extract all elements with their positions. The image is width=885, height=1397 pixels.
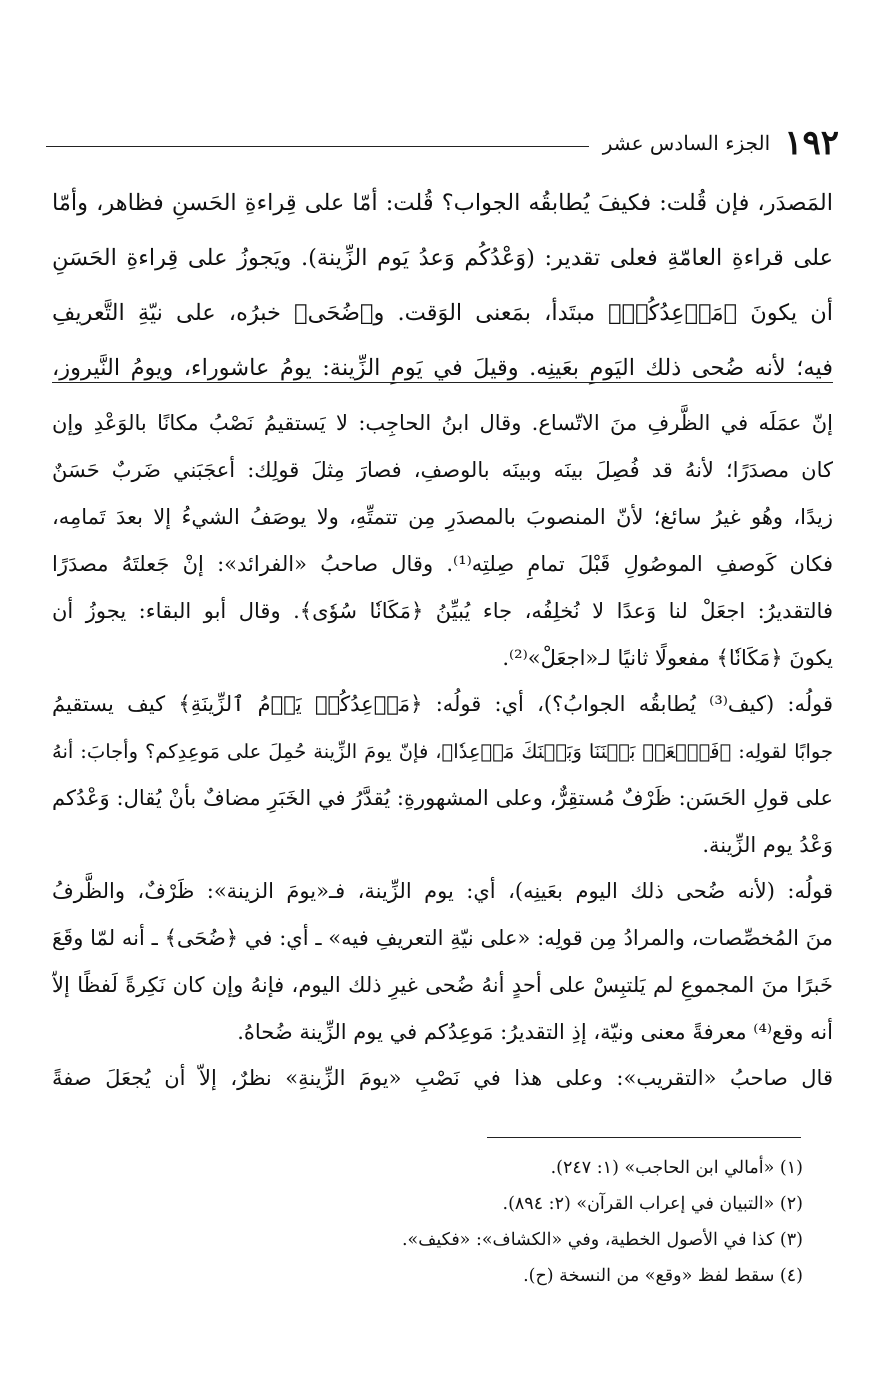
main-text-line: فيه؛ لأنه ضُحى ذلك اليَومِ بعَينِه. وقيلَ في يَومِ الزِّينة: يومُ عاشوراء، ويومُ النَّيروز،: [52, 355, 833, 381]
commentary-line: كان مصدَرًا؛ لأنهُ قد فُصِلَ بينَه وبينَه بالوصفِ، فصارَ مِثلَ قولِك: أعجَبَني ضَربٌ حَسَنٌ: [52, 458, 833, 482]
commentary-line: قولُه: (لأنه ضُحى ذلك اليوم بعَينِه)، أي: يوم الزِّينة، فـ«يومَ الزينة»: ظَرْفٌ، والظَّرفُ: [52, 879, 833, 903]
footnote: (١) «أمالي ابن الحاجب» (١: ٢٤٧).: [550, 1158, 803, 1178]
footnote: (٤) سقط لفظ «وقع» من النسخة (ح).: [523, 1266, 803, 1286]
text-separator-rule: [52, 382, 833, 383]
commentary-paragraph: [52, 400, 833, 682]
main-text-line: على قراءةِ العامّةِ فعلى تقدير: (وَعْدُكُم وَعدُ يَوم الزِّينة). ويَجوزُ على قِراءةِ الحَسَنِ: [52, 245, 833, 271]
commentary-line: خَبرًا منَ المجموعِ لم يَلتبِسْ على أحدٍ أنهُ ضُحى غيرِ ذلك اليوم، فإنهُ وإن كان نَكِرةً لَفظًا إلاّ: [52, 973, 833, 997]
footnote: (٣) كذا في الأصول الخطية، وفي «الكشاف»: «فكيف».: [401, 1230, 803, 1250]
page-number: ١٩٢: [784, 123, 839, 163]
commentary-line: أنه وقع⁽⁴⁾ معرفةً معنى ونيّة، إذِ التقديرُ: مَوعِدُكم في يوم الزِّينة ضُحاهُ.: [237, 1020, 833, 1044]
footnote-rule: [487, 1137, 801, 1138]
commentary-paragraph: [52, 1055, 833, 1102]
commentary-line: فكان كَوصفِ الموصُولِ قَبْلَ تمامِ صِلتِه⁽¹⁾. وقال صاحبُ «الفرائد»: إنْ جَعلتَهُ مصدَرًا: [52, 552, 833, 576]
page-header: [46, 118, 839, 168]
commentary-line: منَ المُخصِّصات، والمرادُ مِن قولِه: «على نيّةِ التعريفِ فيه» ـ أي: في ﴿ضُحَى﴾ ـ أنه لمّا وقَعَ: [52, 926, 833, 950]
commentary-line: زيدًا، وهُو غيرُ سائغ؛ لأنّ المنصوبَ بالمصدَرِ مِن تتمتِّهِ، ولا يوصَفُ الشيءُ إلا بعدَ تَمامِه،: [52, 505, 833, 529]
commentary-paragraph: [52, 681, 833, 869]
commentary-line: على قولِ الحَسَن: ظَرْفٌ مُستقِرٌّ، وعلى المشهورةِ: يُقدَّرُ في الخَبَرِ مضافٌ بأنْ يُقال: وَعْدُكم: [52, 786, 833, 810]
footnotes: [120, 1150, 803, 1294]
commentary-line: يكونَ ﴿مَكَانٗا﴾ مفعولًا ثانيًا لـ«اجعَلْ»⁽²⁾.: [502, 646, 833, 670]
main-text-line: المَصدَر، فإن قُلت: فكيفَ يُطابقُه الجواب؟ قُلت: أمّا على قِراءةِ الحَسنِ فظاهر، وأمّا: [52, 190, 833, 216]
commentary-paragraph: [52, 868, 833, 1056]
commentary-line: جوابًا لقولِه: ﴿فَٱجۡعَلۡ بَيۡنَنَا وَبَيۡنَكَ مَوۡعِدٗا﴾، فإنّ يومَ الزِّينة حُمِلَ على مَوعِدِكم؟ وأجابَ: أنهُ: [52, 740, 833, 763]
footnote: (٢) «التبيان في إعراب القرآن» (٢: ٨٩٤).: [502, 1194, 803, 1214]
commentary-line: فالتقديرُ: اجعَلْ لنا وَعدًا لا نُخلِفُه، جاء يُبيِّنُ ﴿مَكَانٗا سُوٗى﴾. وقال أبو البقاء: يجوزُ أن: [52, 599, 833, 623]
commentary-line: قال صاحبُ «التقريب»: وعلى هذا في نَصْبِ «يومَ الزِّينةِ» نظرٌ، إلاّ أن يُجعَلَ صفةً: [52, 1066, 833, 1090]
commentary-line: وَعْدُ يوم الزِّينة.: [702, 833, 833, 857]
commentary-line: قولُه: (كيف⁽³⁾ يُطابقُه الجوابُ؟)، أي: قولُه: ﴿مَوۡعِدُكُمۡ يَوۡمُ ٱلزِّينَةِ﴾ كيف يستقيمُ: [52, 692, 833, 716]
main-text-line: أن يكونَ ﴿مَوۡعِدُكُمۡ﴾ مبتَدأ، بمَعنى الوَقت. و﴿ضُحَى﴾ خبرُه، على نيّةِ التَّعريفِ: [52, 300, 833, 326]
main-text: [52, 176, 833, 396]
header-rule: [46, 146, 589, 147]
commentary-line: إنّ عمَلَه في الظَّرفِ منَ الاتّساع. وقال ابنُ الحاجِب: لا يَستقيمُ نَصْبُ مكانًا بالوَعْدِ وإن: [52, 411, 833, 435]
running-title: الجزء السادس عشر: [602, 131, 771, 155]
